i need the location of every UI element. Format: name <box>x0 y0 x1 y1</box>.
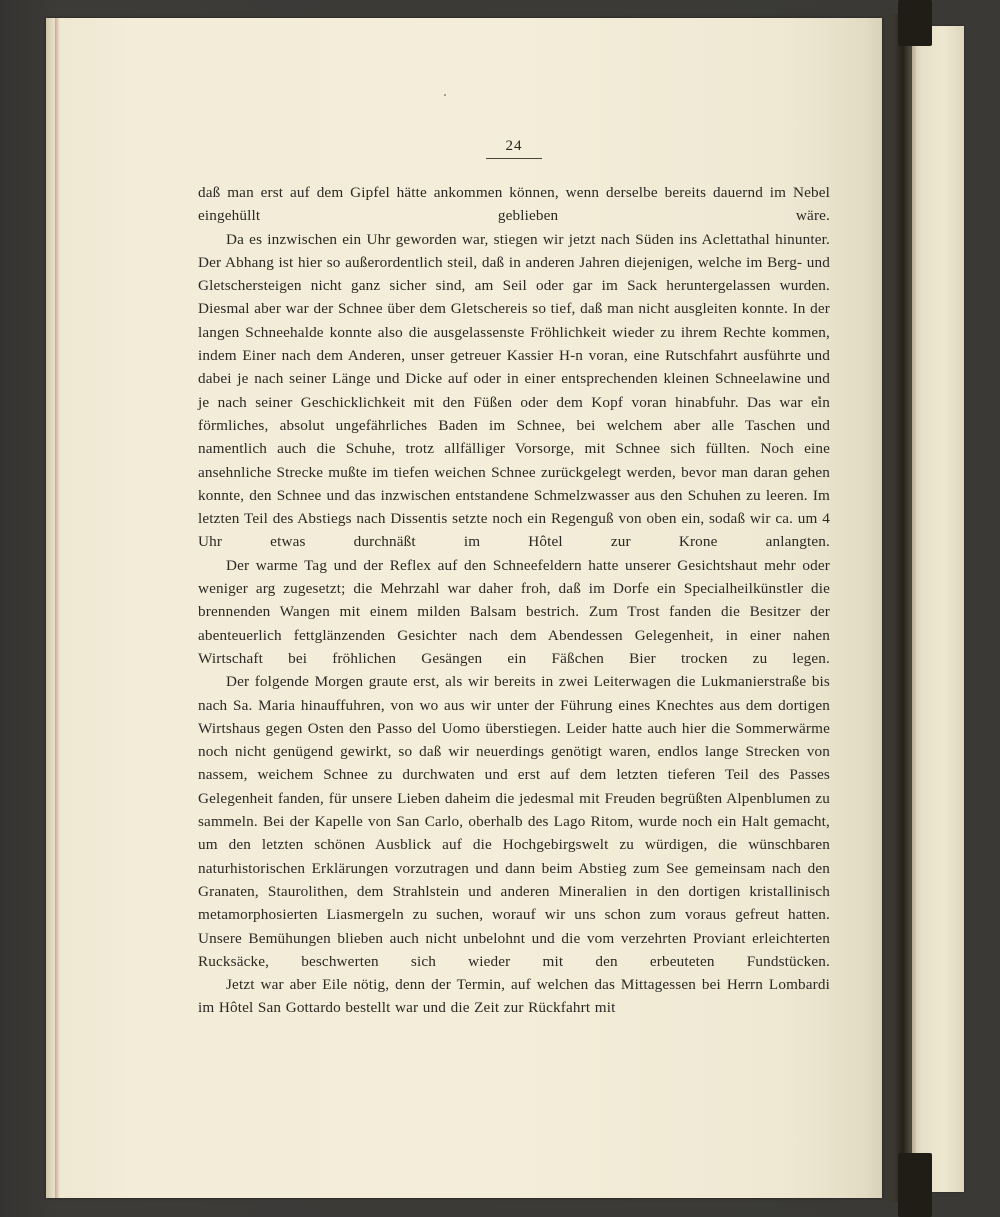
page-text-block <box>198 138 830 1020</box>
binding-mark-top <box>898 0 932 46</box>
book-gutter-shadow <box>882 14 916 1202</box>
page-number: 24 <box>505 138 523 154</box>
paragraph: Der warme Tag und der Reflex auf den Schneefeldern hatte unserer Gesichtshaut mehr oder weniger arg zugesetzt; die Mehrzahl war daher froh, daß im Dorfe ein Specialheilkünstler die brennenden Wangen mit einem milden Balsam bestrich. Zum Trost fanden die Besitzer der abenteuerlich fettglänzenden Gesichter nach dem Abendessen Gelegenheit, in einer nahen Wirtschaft bei fröhlichen Gesängen ein Fäßchen Bier trocken zu legen. <box>198 556 830 667</box>
paragraph: Da es inzwischen ein Uhr geworden war, stiegen wir jetzt nach Süden ins Aclettathal hinunter. Der Abhang ist hier so außerordentlich steil, daß in anderen Jahren diejenigen, welche im Berg- und Gletschersteigen nicht ganz sicher sind, am Seil oder gar im Sack heruntergelassen wurden. Diesmal aber war der Schnee über dem Gletschereis so tief, daß man nicht ausgleiten konnte. In der langen Schneehalde konnte also die ausgelassenste Fröhlichkeit wieder zu ihrem Rechte kommen, indem Einer nach dem Anderen, unser getreuer Kassier H-n voran, eine Rutschfahrt ausführte und dabei je nach seiner Länge und Dicke auf oder in einer entsprechenden kleinen Schneelawine und je nach seiner Geschicklichkeit mit den Füßen oder dem Kopf voran hinabfuhr. Das war ein förmliches, absolut ungefährliches Baden im Schnee, bei welchem aber alle Taschen und namentlich auch die Schuhe, trotz allfälliger Vorsorge, mit Schnee sich füllten. Noch eine ansehnliche Strecke mußte im tiefen weichen Schnee zurückgelegt werden, bevor man daran gehen konnte, den Schnee und das inzwischen entstandene Schmelzwasser aus den Schuhen zu leeren. Im letzten Teil des Abstiegs nach Dissentis setzte noch ein Regenguß von oben ein, sodaß wir ca. um 4 Uhr etwas durchnäßt im Hôtel zur Krone anlangten. <box>198 230 830 551</box>
paragraph: Der folgende Morgen graute erst, als wir bereits in zwei Leiterwagen die Lukmanierstraße bis nach Sa. Maria hinauffuhren, von wo aus wir unter der Führung eines Knechtes aus dem dortigen Wirtshaus gegen Osten den Passo del Uomo überstiegen. Leider hatte auch hier die Sommerwärme noch nicht genügend gewirkt, so daß wir neuerdings genötigt waren, endlos lange Strecken von nassem, weichem Schnee zu durchwaten und erst auf dem letzten tieferen Teil des Passes Gelegenheit fanden, für unsere Lieben daheim die jedesmal mit Freuden begrüßten Alpenblumen zu sammeln. Bei der Kapelle von San Carlo, oberhalb des Lago Ritom, wurde noch ein Halt gemacht, um den letzten schönen Ausblick auf die Hochgebirgswelt zu würdigen, die wünschbaren naturhistorischen Erklärungen vorzutragen und dann beim Abstieg zum See gemeinsam nach den Granaten, Staurolithen, dem Strahlstein und anderen Mineralien in den dortigen kristallinisch metamorphosierten Liasmergeln zu suchen, worauf wir uns schon zum voraus gefreut hatten. Unsere Bemühungen blieben auch nicht unbelohnt und die vom verzehrten Proviant erleichterten Rucksäcke, beschwerten sich wieder mit den erbeuteten Fundstücken. <box>198 673 830 970</box>
paragraph: daß man erst auf dem Gipfel hätte ankommen können, wenn derselbe bereits dauernd im Nebel eingehüllt geblieben wäre. <box>198 184 830 225</box>
header-rule <box>486 158 542 159</box>
body-text <box>198 181 830 1020</box>
paper-speck <box>444 94 446 96</box>
facing-page-edge <box>912 26 964 1192</box>
printed-page <box>46 18 882 1198</box>
open-book <box>36 0 964 1217</box>
binding-mark-bottom <box>898 1153 932 1217</box>
paragraph: Jetzt war aber Eile nötig, denn der Termin, auf welchen das Mittagessen bei Herrn Lombardi im Hôtel San Gottardo bestellt war und die Zeit zur Rückfahrt mit <box>198 976 830 1017</box>
